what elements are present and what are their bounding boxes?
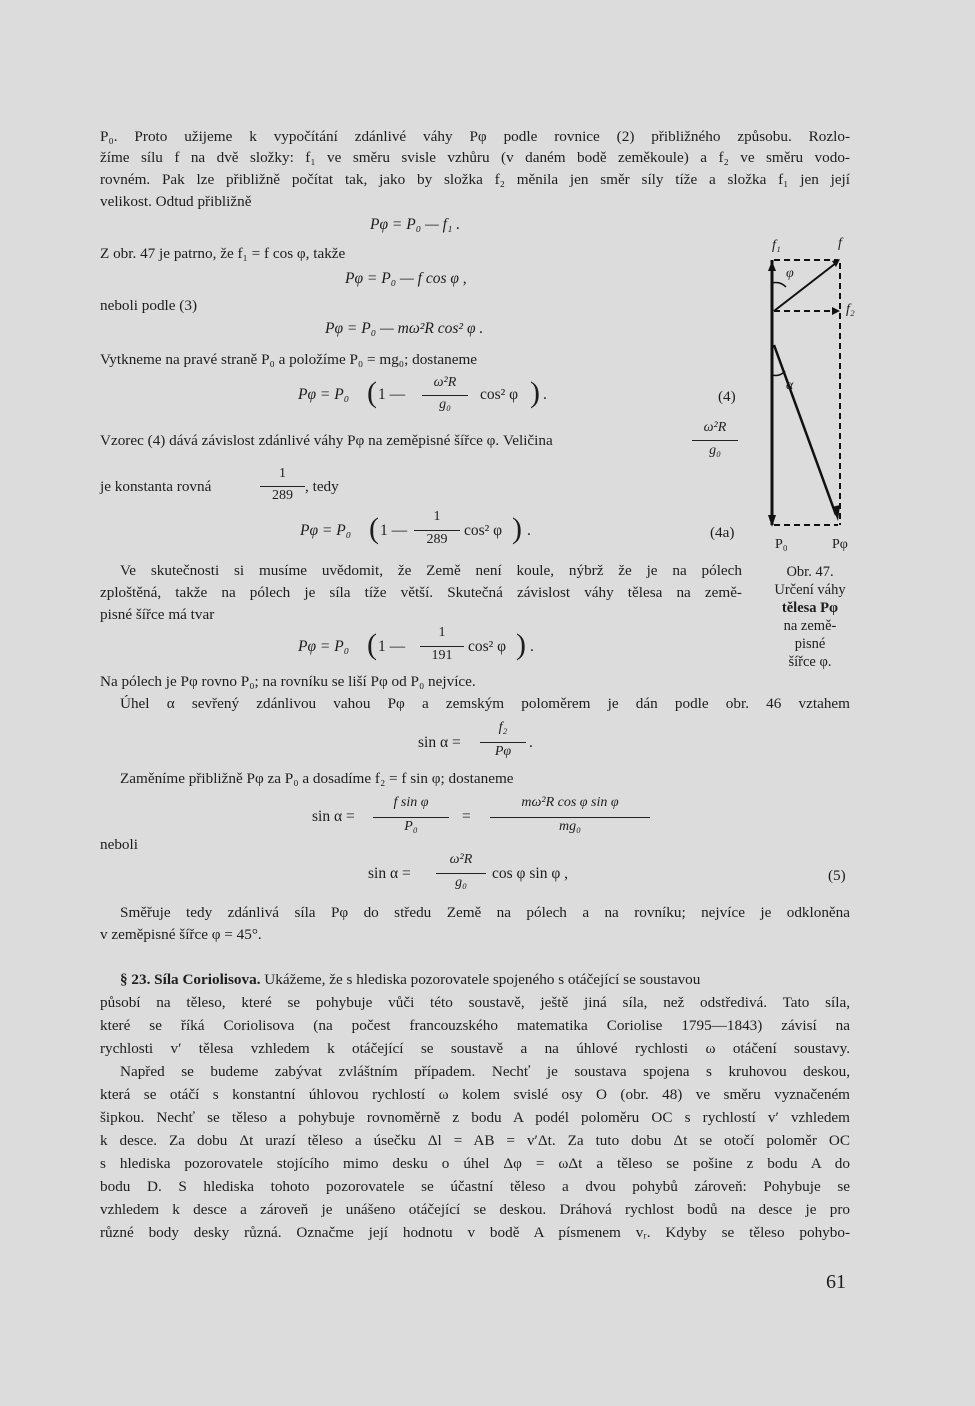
text-line: působí na těleso, které se pohybuje vůči této soustavě, ještě jiná síla, než odstředivá. Tato síla, bbox=[100, 994, 850, 1011]
text-line: , tedy bbox=[305, 478, 339, 495]
fraction-den: g₀ bbox=[455, 875, 467, 890]
equation: sin α = bbox=[418, 734, 461, 751]
fraction-bar bbox=[422, 395, 468, 396]
text-line: velikost. Odtud přibližně bbox=[100, 193, 252, 210]
equation: . bbox=[527, 522, 531, 539]
equation: Pφ = P₀ — mω²R cos² φ . bbox=[325, 320, 484, 337]
fraction-den: g₀ bbox=[439, 397, 451, 412]
text-line: k desce. Za dobu Δt urazí těleso a úsečku Δl = AB = v′Δt. Za tuto dobu Δt se otočí poloměr OC bbox=[100, 1132, 850, 1149]
equation: sin α = bbox=[312, 808, 355, 825]
equation: cos² φ bbox=[468, 638, 507, 655]
equation: cos φ sin φ , bbox=[492, 865, 569, 882]
figure-caption bbox=[755, 563, 865, 671]
fraction-den: P₀ bbox=[404, 819, 418, 834]
section-heading-line bbox=[120, 970, 850, 990]
caption-line: Určení váhy bbox=[774, 582, 846, 598]
text-line: Z obr. 47 je patrno, že f₁ = f cos φ, takže bbox=[100, 245, 346, 262]
arrow-head bbox=[832, 505, 840, 521]
section-title: Síla Coriolisova. bbox=[154, 971, 261, 988]
equation: 1 — bbox=[380, 522, 408, 539]
fraction-bar bbox=[260, 486, 305, 487]
equation: 1 — bbox=[378, 638, 406, 655]
paren-right: ) bbox=[530, 376, 540, 409]
equation: Pφ = P₀ — f cos φ , bbox=[345, 270, 467, 287]
fraction-num: f sin φ bbox=[393, 795, 429, 810]
text-line: Na pólech je Pφ rovno P₀; na rovníku se liší Pφ od P₀ nejvíce. bbox=[100, 673, 476, 690]
equation: Pφ = P₀ bbox=[300, 522, 352, 539]
equation-number: (5) bbox=[828, 867, 846, 884]
text-line: s hlediska pozorovatele stojícího mimo desku o úhel Δφ = ωΔt a těleso se pošine z bodu A do bbox=[100, 1155, 850, 1172]
label-pphi: Pφ bbox=[832, 537, 848, 552]
text-line: různé body desky různá. Označme její hodnotu v bodě A písmenem vᵣ. Kdyby se těleso pohybo- bbox=[100, 1224, 850, 1241]
fraction-bar bbox=[490, 817, 650, 818]
page-number: 61 bbox=[826, 1271, 846, 1293]
fraction-den: 191 bbox=[431, 648, 453, 663]
fraction-den: 289 bbox=[272, 488, 293, 503]
pphi-vector bbox=[774, 345, 836, 515]
label-phi: φ bbox=[786, 266, 794, 281]
arrow-head bbox=[832, 307, 840, 315]
text-line: Vytkneme na pravé straně P₀ a položíme P₀ = mg₀; dostaneme bbox=[100, 351, 478, 368]
fraction-den: 289 bbox=[426, 532, 448, 547]
equation: . bbox=[529, 734, 533, 751]
text-line: Vzorec (4) dává závislost zdánlivé váhy Pφ na zeměpisné šířce φ. Veličina bbox=[100, 432, 553, 449]
text-line: neboli bbox=[100, 836, 138, 853]
text-line: v zeměpisné šířce φ = 45°. bbox=[100, 926, 262, 943]
fraction-bar bbox=[692, 440, 738, 441]
f-vector bbox=[774, 263, 836, 311]
label-alpha: α bbox=[786, 378, 794, 393]
equation: = bbox=[462, 808, 471, 825]
fraction-num: mω²R cos φ sin φ bbox=[521, 795, 619, 810]
text-line: šipkou. Nechť se těleso a pohybuje rovnoměrně z bodu A podél poloměru OC s rychlostí v′ vzhledem bbox=[100, 1109, 850, 1126]
fraction-den: g₀ bbox=[709, 443, 721, 458]
equation-number: (4) bbox=[718, 388, 736, 405]
fraction-num: f₂ bbox=[498, 720, 508, 735]
text-line: rychlosti v′ tělesa vzhledem k otáčející se soustavě a na úhlové rychlosti ω otáčení soustavy. bbox=[100, 1040, 850, 1057]
text-line: Napřed se budeme zabývat zvláštním případem. Nechť je soustava spojena s kruhovou deskou, bbox=[120, 1063, 850, 1080]
text-line: Směřuje tedy zdánlivá síla Pφ do středu Země na pólech a na rovníku; nejvíce je odkloněna bbox=[120, 904, 850, 921]
paren-left: ( bbox=[367, 376, 377, 409]
text-line: Ve skutečnosti si musíme uvědomit, že Země není koule, nýbrž že je na pólech bbox=[120, 562, 742, 579]
equation: Pφ = P₀ bbox=[298, 386, 350, 403]
label-p0: P₀ bbox=[775, 537, 788, 552]
fraction-num: ω²R bbox=[449, 852, 473, 867]
figure-47-diagram bbox=[760, 225, 860, 545]
fraction-num: 1 bbox=[438, 625, 446, 640]
equation: 1 — bbox=[378, 386, 406, 403]
text-line: bodu D. S hlediska tohoto pozorovatele se účastní těleso a dvou pohybů zároveň: Pohybuje se bbox=[100, 1178, 850, 1195]
text-line: je konstanta rovná bbox=[100, 478, 212, 495]
fraction-bar bbox=[436, 873, 486, 874]
paren-left: ( bbox=[367, 628, 377, 661]
fraction-bar bbox=[480, 742, 526, 743]
fraction-num: ω²R bbox=[433, 375, 457, 390]
text-line: Zaměníme přibližně Pφ za P₀ a dosadíme f₂ = f sin φ; dostaneme bbox=[120, 770, 514, 787]
text-line: neboli podle (3) bbox=[100, 297, 198, 314]
caption-line: na země- bbox=[783, 618, 837, 634]
label-f: f bbox=[838, 236, 842, 251]
equation: sin α = bbox=[368, 865, 411, 882]
label-f2: f₂ bbox=[846, 302, 855, 317]
label-f1: f₁ bbox=[772, 238, 781, 253]
fraction-den: mg₀ bbox=[559, 819, 581, 834]
angle-arc bbox=[772, 283, 786, 288]
equation: cos² φ bbox=[480, 386, 519, 403]
section-number: § 23. bbox=[120, 971, 151, 988]
fraction-bar bbox=[373, 817, 449, 818]
paren-left: ( bbox=[369, 512, 379, 545]
caption-line: šířce φ. bbox=[788, 654, 832, 670]
text-line: které se říká Coriolisova (na počest francouzského matematika Coriolise 1795—1843) závisí na bbox=[100, 1017, 850, 1034]
text-line: žíme sílu f na dvě složky: f₁ ve směru svisle vzhůru (v daném bodě zeměkoule) a f₂ ve směru vodo- bbox=[100, 149, 850, 166]
paren-right: ) bbox=[512, 512, 522, 545]
fraction-bar bbox=[414, 530, 460, 531]
fraction-bar bbox=[420, 646, 464, 647]
equation: Pφ = P₀ — f₁ . bbox=[370, 216, 461, 233]
paren-right: ) bbox=[516, 628, 526, 661]
text-line: která se otáčí s konstantní úhlovou rychlostí ω kolem svislé osy O (obr. 48) ve směru vyznačeném bbox=[100, 1086, 850, 1103]
text-line: Ukážeme, že s hlediska pozorovatele spojeného s otáčející se soustavou bbox=[264, 971, 701, 988]
caption-line: tělesa Pφ bbox=[781, 600, 839, 616]
text-line: P₀. Proto užijeme k vypočítání zdánlivé váhy Pφ podle rovnice (2) přibližného způsobu. Rozlo- bbox=[100, 128, 850, 145]
equation: cos² φ bbox=[464, 522, 503, 539]
fraction-num: ω²R bbox=[703, 420, 727, 435]
caption-line: Obr. 47. bbox=[786, 564, 834, 580]
fraction-num: 1 bbox=[279, 466, 286, 481]
equation: . bbox=[530, 638, 534, 655]
caption-line: pisné bbox=[794, 636, 826, 652]
arrow-head bbox=[768, 261, 776, 271]
equation: Pφ = P₀ bbox=[298, 638, 350, 655]
fraction-num: 1 bbox=[433, 509, 441, 524]
equation: . bbox=[543, 386, 547, 403]
text-line: pisné šířce má tvar bbox=[100, 606, 215, 623]
text-line: zploštěná, takže na pólech je síla tíže větší. Skutečná závislost váhy tělesa na země- bbox=[100, 584, 742, 601]
fraction-den: Pφ bbox=[494, 744, 512, 759]
text-line: vzhledem k desce a zároveň je unášeno otáčející se deskou. Dráhová rychlost bodů na desce je pro bbox=[100, 1201, 850, 1218]
text-line: Úhel α sevřený zdánlivou vahou Pφ a zemským poloměrem je dán podle obr. 46 vztahem bbox=[120, 695, 850, 712]
text-line: rovném. Pak lze přibližně počítat tak, jako by složka f₂ měnila jen směr síly tíže a složka f₁ jen její bbox=[100, 171, 850, 188]
equation-number: (4a) bbox=[710, 524, 735, 541]
